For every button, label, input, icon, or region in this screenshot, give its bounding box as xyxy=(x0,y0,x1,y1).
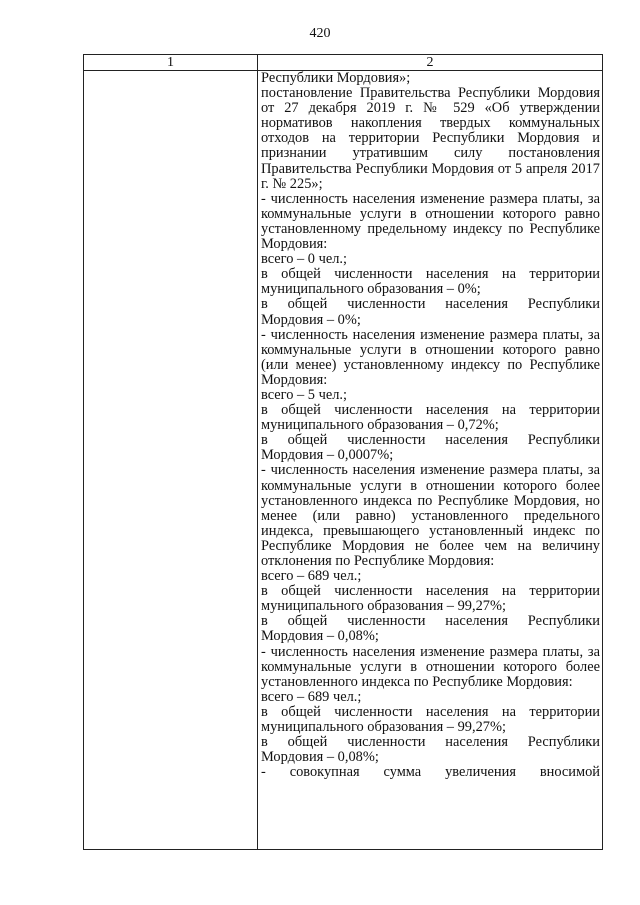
paragraph: - численность населения изменение размера платы, за коммунальные услуги в отношении которого равно (или менее) установленному индексу по Республике Мордовия: xyxy=(261,326,600,388)
paragraph: в общей численности населения Республики Мордовия – 0%; xyxy=(261,296,600,328)
paragraph: всего – 689 чел.; xyxy=(261,688,362,705)
table-body-row xyxy=(84,71,603,850)
paragraph: постановление Правительства Республики Мордовия от 27 декабря 2019 г. № 529 «Об утверждении нормативов накопления твердых коммунальных отходов на территории Республики Мордовия и признании утратившим силу постановления Правительства Республики Мордовия от 5 апреля 2017 г. № 225»; xyxy=(261,85,600,192)
paragraph: в общей численности населения на территории муниципального образования – 99,27%; xyxy=(261,583,600,615)
paragraph: в общей численности населения на территории муниципального образования – 0%; xyxy=(261,266,600,298)
paragraph: - численность населения изменение размера платы, за коммунальные услуги в отношении которого более установленного индекса по Республике Мордовия, но менее (или равно) установленного предельного индекса, превышающего установленный индекс по Республике Мордовия не более чем на величину отклонения по Республике Мордовия: xyxy=(261,462,600,569)
column-header-2: 2 xyxy=(258,55,603,71)
document-table xyxy=(83,54,603,850)
paragraph: Республики Мордовия»; xyxy=(261,70,411,86)
paragraph: в общей численности населения на территории муниципального образования – 99,27%; xyxy=(261,703,600,736)
paragraph: - совокупная сумма увеличения вносимой xyxy=(261,764,600,781)
paragraph: всего – 0 чел.; xyxy=(261,251,347,268)
page-number: 420 xyxy=(309,26,331,41)
paragraph: всего – 689 чел.; xyxy=(261,568,362,585)
paragraph: в общей численности населения на территории муниципального образования – 0,72%; xyxy=(261,402,600,434)
column-2-cell xyxy=(258,71,603,850)
paragraph: в общей численности населения Республики Мордовия – 0,08%; xyxy=(261,734,600,766)
column-header-1: 1 xyxy=(84,55,258,71)
paragraph: - численность населения изменение размера платы, за коммунальные услуги в отношении которого равно установленному предельному индексу по Республике Мордовия: xyxy=(261,190,600,253)
column-1-cell xyxy=(84,71,258,850)
paragraph: в общей численности населения Республики Мордовия – 0,08%; xyxy=(261,613,600,645)
paragraph: - численность населения изменение размера платы, за коммунальные услуги в отношении которого более установленного индекса по Республике Мордовия: xyxy=(261,643,600,690)
table-header-row xyxy=(84,55,603,71)
paragraph: в общей численности населения Республики Мордовия – 0,0007%; xyxy=(261,432,600,464)
paragraph: всего – 5 чел.; xyxy=(261,386,347,403)
